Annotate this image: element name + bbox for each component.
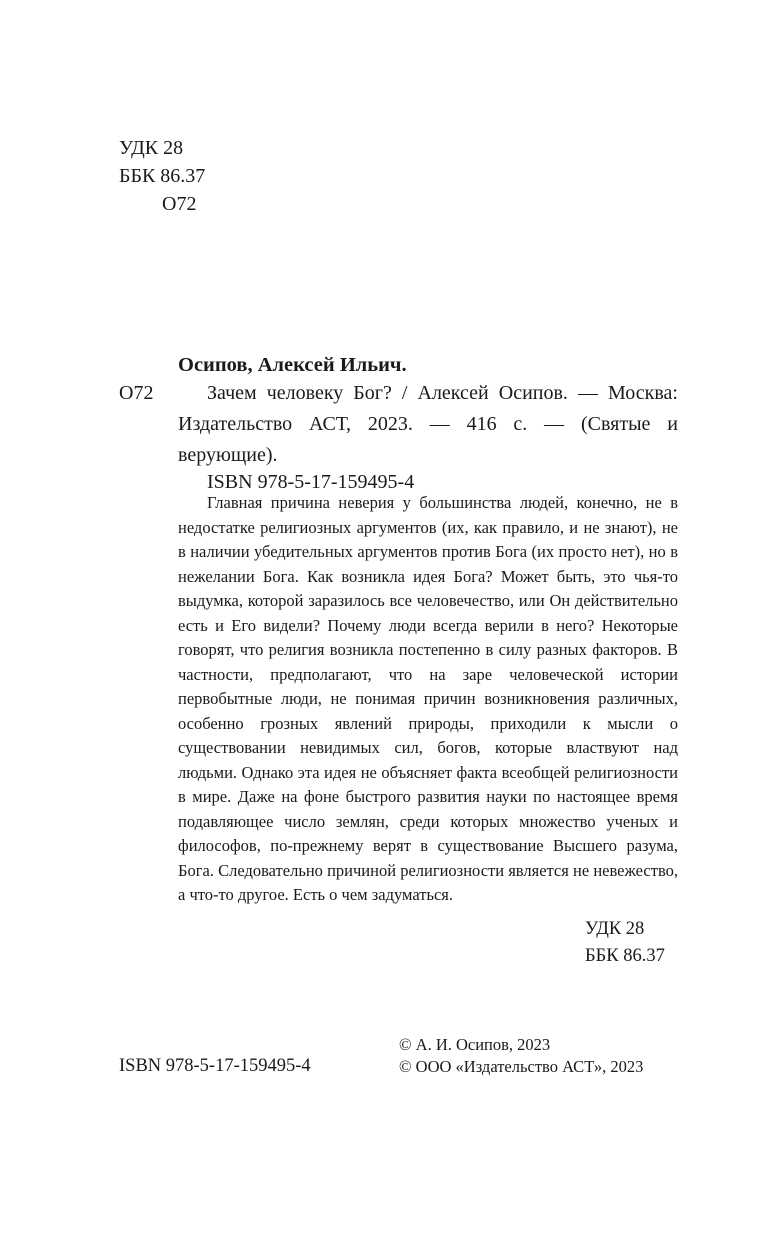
copyright-author: © А. И. Осипов, 2023 <box>399 1035 551 1054</box>
bibliographic-description: Зачем человеку Бог? / Алексей Осипов. — Москва: Издательство АСТ, 2023. — 416 с. — (Святые и верующие). <box>178 382 678 466</box>
bbk-code-top: ББК 86.37 <box>119 165 206 187</box>
author-mark-top: О72 <box>162 193 197 215</box>
bbk-code-bottom: ББК 86.37 <box>585 946 665 966</box>
udc-code-bottom: УДК 28 <box>585 919 645 939</box>
author-mark-entry: О72 <box>119 382 154 404</box>
annotation-text: Главная причина неверия у большинства людей, конечно, не в недостатке религиозных аргументов (их, как правило, и не знают), не в наличии убедительных аргументов против Бога (их просто нет), но в нежелании Бога. Как возникла идея Бога? Может быть, это чья-то выдумка, которой заразилось все человечество, или Он действительно есть и Его видели? Почему люди всегда верили в него? Некоторые говорят, что религия возникла постепенно в силу разных факторов. В частности, предполагают, что на заре человеческой истории первобытные люди, не понимая причин возникновения различных, особенно грозных явлений природы, приходили к мысли о существовании невидимых сил, богов, которые властвуют над людьми. Однако эта идея не объясняет факта всеобщей религиозности в мире. Даже на фоне быстрого развития науки по настоящее время подавляющее число землян, среди которых множество ученых и философов, по-прежнему верят в существование Высшего разума, Бога. Следовательно причиной религиозности является не невежество, а что-то другое. Есть о чем задуматься. <box>178 493 678 904</box>
isbn-footer: ISBN 978-5-17-159495-4 <box>119 1056 311 1076</box>
author-heading: Осипов, Алексей Ильич. <box>178 354 407 376</box>
isbn-entry: ISBN 978-5-17-159495-4 <box>207 471 415 493</box>
udc-code-top: УДК 28 <box>119 137 184 159</box>
copyright-publisher: © ООО «Издательство АСТ», 2023 <box>399 1057 644 1076</box>
